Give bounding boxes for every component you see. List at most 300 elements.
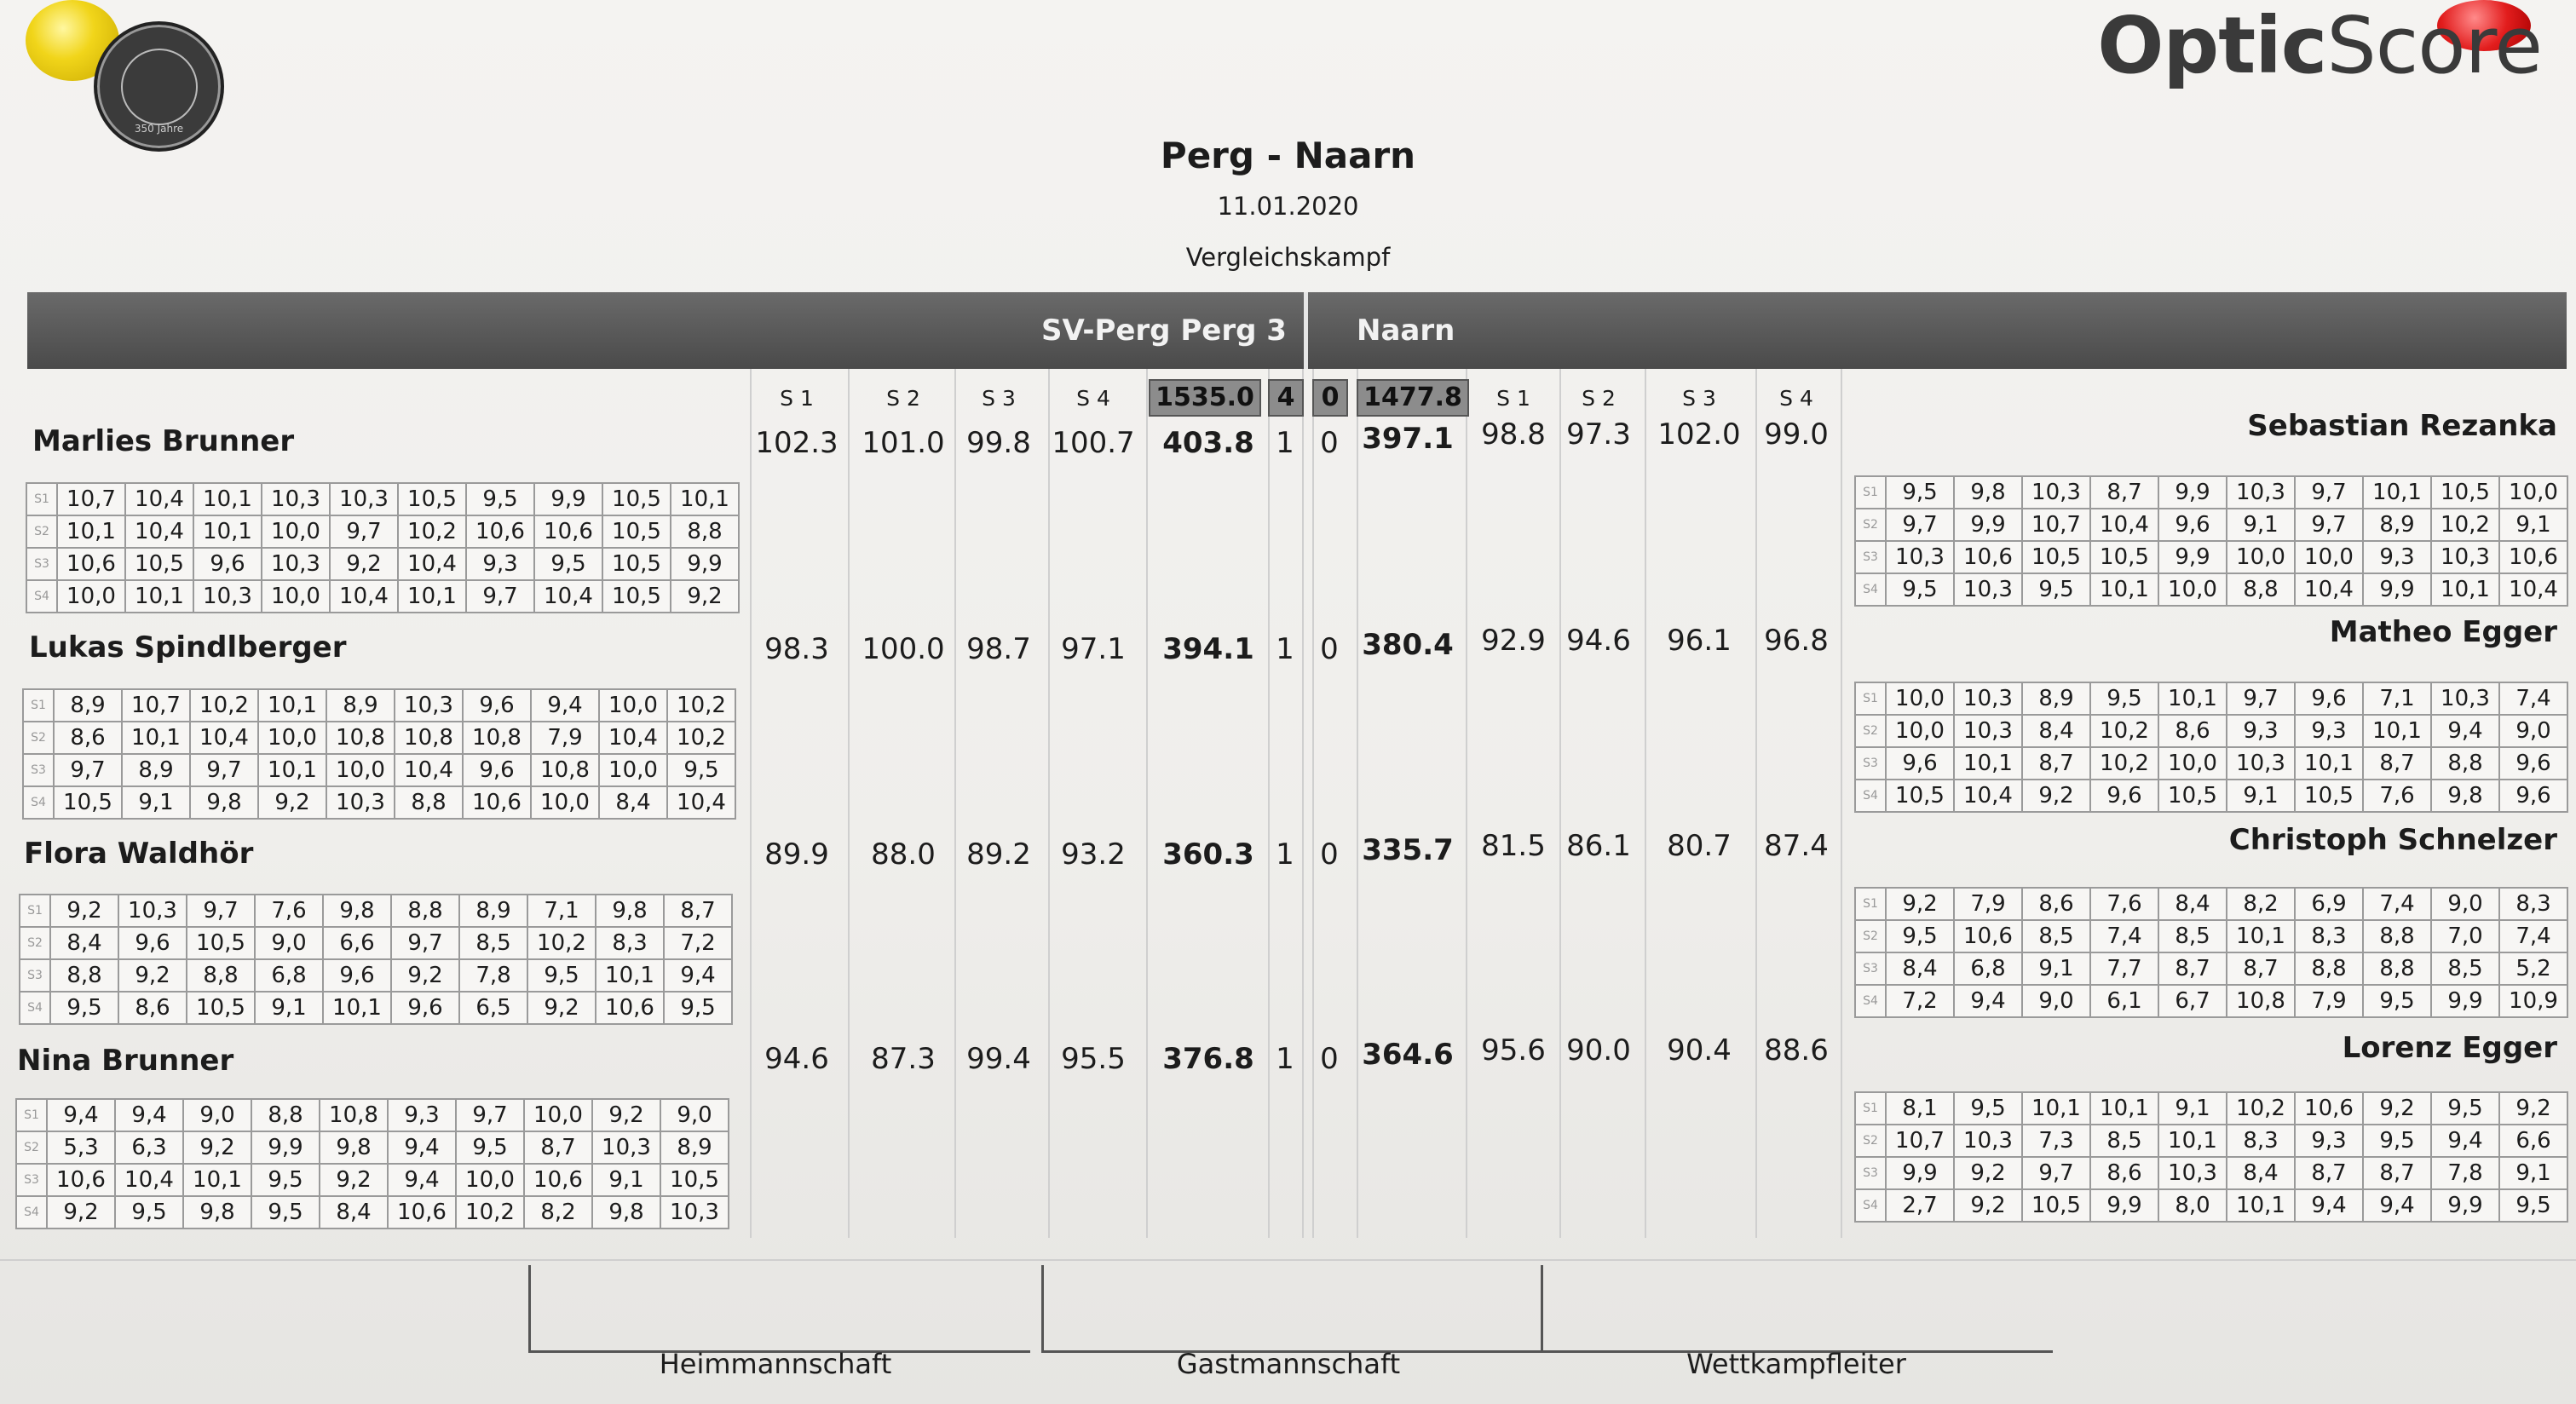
shot-value: 8,3 bbox=[2499, 888, 2567, 920]
shot-value: 9,2 bbox=[2499, 1092, 2567, 1125]
shot-value: 10,0 bbox=[262, 580, 330, 613]
away-series-score: 88.6 bbox=[1764, 1033, 1829, 1067]
away-series-score: 90.0 bbox=[1566, 1033, 1631, 1067]
away-series-score: 92.9 bbox=[1481, 624, 1546, 658]
shot-value: 10,4 bbox=[599, 722, 667, 754]
shot-value: 9,7 bbox=[466, 580, 534, 613]
grid-line bbox=[1268, 369, 1270, 1238]
shot-value: 10,1 bbox=[596, 959, 664, 992]
shot-value: 10,0 bbox=[524, 1099, 592, 1131]
shot-value: 10,7 bbox=[1886, 1125, 1954, 1157]
club-seal-icon: 350 Jahre bbox=[94, 21, 224, 152]
shot-value: 10,0 bbox=[262, 515, 330, 548]
shot-value: 9,8 bbox=[592, 1196, 660, 1228]
home-series-score: 101.0 bbox=[862, 426, 945, 460]
shot-value: 10,6 bbox=[2499, 541, 2567, 573]
shot-row-label: S4 bbox=[1855, 780, 1886, 812]
shot-value: 9,5 bbox=[1886, 920, 1954, 952]
shot-value: 10,3 bbox=[2158, 1157, 2227, 1189]
away-series-score: 94.6 bbox=[1566, 624, 1631, 658]
away-player-name: Matheo Egger bbox=[2329, 615, 2557, 649]
shot-value: 9,2 bbox=[391, 959, 459, 992]
shot-value: 10,4 bbox=[398, 548, 466, 580]
shot-value: 10,5 bbox=[2022, 541, 2090, 573]
shot-value: 7,0 bbox=[2431, 920, 2499, 952]
shot-value: 7,4 bbox=[2499, 920, 2567, 952]
home-team-name: SV-Perg Perg 3 bbox=[1041, 314, 1287, 348]
shot-row bbox=[20, 992, 732, 1024]
shot-value: 9,3 bbox=[2227, 715, 2295, 747]
shot-value: 2,7 bbox=[1886, 1189, 1954, 1222]
shot-value: 9,6 bbox=[2499, 780, 2567, 812]
home-series-header: S 4 bbox=[1076, 386, 1110, 411]
shot-value: 10,1 bbox=[2227, 1189, 2295, 1222]
shot-value: 9,2 bbox=[50, 895, 118, 927]
shot-value: 9,5 bbox=[527, 959, 596, 992]
shot-value: 10,3 bbox=[1954, 573, 2022, 606]
away-series-score: 102.0 bbox=[1657, 417, 1741, 452]
shot-row-label: S1 bbox=[1855, 1092, 1886, 1125]
home-series-score: 99.8 bbox=[966, 426, 1031, 460]
away-series-header: S 3 bbox=[1682, 386, 1716, 411]
shot-value: 9,2 bbox=[2363, 1092, 2431, 1125]
shot-value: 8,9 bbox=[326, 689, 395, 722]
shot-value: 8,6 bbox=[118, 992, 187, 1024]
shot-row-label: S4 bbox=[20, 992, 50, 1024]
shot-value: 9,8 bbox=[1954, 476, 2022, 509]
grid-line bbox=[1755, 369, 1757, 1238]
shot-value: 8,5 bbox=[2431, 952, 2499, 985]
shot-value: 9,9 bbox=[251, 1131, 320, 1164]
shot-value: 9,2 bbox=[258, 786, 326, 819]
shot-row-label: S4 bbox=[1855, 573, 1886, 606]
shot-row bbox=[1855, 1092, 2567, 1125]
shot-value: 9,5 bbox=[1886, 476, 1954, 509]
home-shot-table bbox=[15, 1098, 729, 1229]
away-series-score: 81.5 bbox=[1481, 829, 1546, 863]
home-series-score: 87.3 bbox=[871, 1042, 936, 1076]
away-total-score: 335.7 bbox=[1362, 833, 1454, 867]
away-series-score: 97.3 bbox=[1566, 417, 1631, 452]
shot-value: 8,8 bbox=[2227, 573, 2295, 606]
shot-value: 9,0 bbox=[183, 1099, 251, 1131]
shot-row-label: S2 bbox=[20, 927, 50, 959]
shot-value: 8,7 bbox=[2363, 1157, 2431, 1189]
shot-value: 9,4 bbox=[2431, 1125, 2499, 1157]
shot-row bbox=[26, 483, 739, 515]
home-shot-table bbox=[22, 688, 736, 820]
shot-value: 8,9 bbox=[2022, 682, 2090, 715]
shot-value: 9,4 bbox=[1954, 985, 2022, 1017]
shot-value: 10,7 bbox=[2022, 509, 2090, 541]
shot-value: 9,3 bbox=[388, 1099, 456, 1131]
shot-value: 9,7 bbox=[2295, 509, 2363, 541]
shot-value: 10,1 bbox=[258, 754, 326, 786]
shot-value: 10,1 bbox=[258, 689, 326, 722]
shot-value: 9,5 bbox=[667, 754, 735, 786]
shot-value: 10,5 bbox=[2090, 541, 2158, 573]
signature-box bbox=[1541, 1265, 2053, 1353]
home-series-score: 88.0 bbox=[871, 837, 936, 872]
shot-value: 9,6 bbox=[2158, 509, 2227, 541]
shot-value: 8,7 bbox=[2363, 747, 2431, 780]
shot-value: 7,4 bbox=[2363, 888, 2431, 920]
grid-line bbox=[1357, 369, 1358, 1238]
shot-value: 9,1 bbox=[2227, 780, 2295, 812]
shot-value: 9,5 bbox=[2090, 682, 2158, 715]
shot-row bbox=[23, 722, 735, 754]
shot-value: 10,3 bbox=[262, 548, 330, 580]
shot-value: 9,3 bbox=[466, 548, 534, 580]
shot-value: 9,4 bbox=[388, 1164, 456, 1196]
shot-value: 10,5 bbox=[2022, 1189, 2090, 1222]
home-series-header: S 1 bbox=[780, 386, 814, 411]
shot-value: 10,2 bbox=[667, 722, 735, 754]
shot-value: 9,3 bbox=[2295, 1125, 2363, 1157]
shot-value: 10,2 bbox=[527, 927, 596, 959]
shot-value: 9,2 bbox=[2022, 780, 2090, 812]
shot-value: 8,0 bbox=[2158, 1189, 2227, 1222]
shot-value: 10,3 bbox=[1886, 541, 1954, 573]
home-series-score: 94.6 bbox=[764, 1042, 829, 1076]
shot-value: 8,6 bbox=[2090, 1157, 2158, 1189]
shot-value: 7,8 bbox=[459, 959, 527, 992]
shot-value: 10,4 bbox=[330, 580, 398, 613]
shot-value: 8,7 bbox=[2227, 952, 2295, 985]
shot-value: 9,4 bbox=[388, 1131, 456, 1164]
shot-value: 9,8 bbox=[323, 895, 391, 927]
shot-value: 10,1 bbox=[2090, 573, 2158, 606]
shot-value: 10,1 bbox=[57, 515, 125, 548]
shot-value: 10,1 bbox=[2158, 682, 2227, 715]
opticscore-logo: OpticScore bbox=[2097, 0, 2542, 91]
shot-value: 9,6 bbox=[2499, 747, 2567, 780]
shot-value: 10,3 bbox=[395, 689, 463, 722]
shot-row-label: S4 bbox=[23, 786, 54, 819]
away-match-points: 0 bbox=[1320, 632, 1339, 666]
shot-row-label: S3 bbox=[23, 754, 54, 786]
shot-value: 10,3 bbox=[592, 1131, 660, 1164]
away-series-header: S 1 bbox=[1496, 386, 1530, 411]
shot-value: 10,1 bbox=[2363, 715, 2431, 747]
shot-value: 9,0 bbox=[255, 927, 323, 959]
shot-value: 9,9 bbox=[1954, 509, 2022, 541]
shot-row-label: S3 bbox=[16, 1164, 47, 1196]
shot-value: 9,0 bbox=[2431, 888, 2499, 920]
shot-value: 10,0 bbox=[599, 754, 667, 786]
home-series-score: 97.1 bbox=[1061, 632, 1126, 666]
home-player-name: Marlies Brunner bbox=[32, 424, 295, 458]
shot-value: 8,4 bbox=[599, 786, 667, 819]
shot-value: 10,1 bbox=[671, 483, 739, 515]
away-match-points: 0 bbox=[1320, 837, 1339, 872]
shot-value: 10,2 bbox=[2090, 747, 2158, 780]
shot-value: 9,0 bbox=[660, 1099, 729, 1131]
shot-value: 8,3 bbox=[2295, 920, 2363, 952]
shot-value: 9,8 bbox=[320, 1131, 388, 1164]
shot-value: 8,9 bbox=[660, 1131, 729, 1164]
shot-value: 10,5 bbox=[2295, 780, 2363, 812]
shot-value: 9,7 bbox=[391, 927, 459, 959]
shot-row-label: S1 bbox=[23, 689, 54, 722]
away-shot-table bbox=[1854, 1091, 2568, 1223]
shot-value: 8,8 bbox=[50, 959, 118, 992]
shot-value: 8,3 bbox=[2227, 1125, 2295, 1157]
shot-value: 10,1 bbox=[2227, 920, 2295, 952]
signature-label: Wettkampfleiter bbox=[1686, 1348, 1906, 1380]
shot-value: 10,0 bbox=[2227, 541, 2295, 573]
shot-value: 9,5 bbox=[2431, 1092, 2499, 1125]
shot-value: 8,7 bbox=[2090, 476, 2158, 509]
shot-value: 9,2 bbox=[47, 1196, 115, 1228]
shot-row-label: S1 bbox=[20, 895, 50, 927]
home-total-score: 394.1 bbox=[1162, 632, 1254, 666]
shot-value: 9,6 bbox=[1886, 747, 1954, 780]
home-series-header: S 2 bbox=[886, 386, 920, 411]
shot-value: 9,7 bbox=[187, 895, 255, 927]
shot-value: 9,1 bbox=[2022, 952, 2090, 985]
shot-row-label: S2 bbox=[23, 722, 54, 754]
footer-divider bbox=[0, 1259, 2576, 1261]
shot-row bbox=[1855, 573, 2567, 606]
shot-row bbox=[23, 689, 735, 722]
shot-value: 9,5 bbox=[251, 1164, 320, 1196]
shot-value: 10,3 bbox=[262, 483, 330, 515]
shot-value: 10,1 bbox=[323, 992, 391, 1024]
shot-value: 8,7 bbox=[2022, 747, 2090, 780]
shot-value: 10,8 bbox=[395, 722, 463, 754]
shot-value: 10,3 bbox=[326, 786, 395, 819]
shot-value: 9,2 bbox=[592, 1099, 660, 1131]
shot-row bbox=[20, 959, 732, 992]
home-shot-table bbox=[19, 894, 733, 1025]
shot-value: 9,4 bbox=[2431, 715, 2499, 747]
shot-value: 9,6 bbox=[463, 689, 531, 722]
grid-line bbox=[1312, 369, 1314, 1238]
shot-value: 10,2 bbox=[456, 1196, 524, 1228]
away-series-score: 99.0 bbox=[1764, 417, 1829, 452]
shot-value: 10,1 bbox=[183, 1164, 251, 1196]
shot-row bbox=[1855, 952, 2567, 985]
shot-value: 10,6 bbox=[1954, 920, 2022, 952]
shot-value: 10,4 bbox=[2090, 509, 2158, 541]
shot-value: 9,5 bbox=[466, 483, 534, 515]
grid-line bbox=[1645, 369, 1646, 1238]
shot-value: 7,1 bbox=[527, 895, 596, 927]
shot-value: 10,1 bbox=[122, 722, 190, 754]
shot-value: 6,5 bbox=[459, 992, 527, 1024]
home-player-name: Nina Brunner bbox=[17, 1044, 234, 1078]
away-match-points: 0 bbox=[1320, 1042, 1339, 1076]
shot-value: 6,8 bbox=[1954, 952, 2022, 985]
shot-row bbox=[16, 1164, 729, 1196]
shot-value: 10,3 bbox=[2431, 541, 2499, 573]
shot-value: 9,5 bbox=[2499, 1189, 2567, 1222]
shot-value: 8,8 bbox=[395, 786, 463, 819]
shot-value: 8,5 bbox=[2022, 920, 2090, 952]
shot-value: 10,0 bbox=[57, 580, 125, 613]
shot-value: 8,9 bbox=[2363, 509, 2431, 541]
shot-value: 9,7 bbox=[330, 515, 398, 548]
shot-value: 9,5 bbox=[2022, 573, 2090, 606]
shot-value: 10,3 bbox=[2227, 476, 2295, 509]
shot-value: 7,2 bbox=[664, 927, 732, 959]
shot-value: 10,1 bbox=[2158, 1125, 2227, 1157]
shot-value: 8,5 bbox=[2158, 920, 2227, 952]
shot-value: 8,4 bbox=[2158, 888, 2227, 920]
shot-value: 9,0 bbox=[2022, 985, 2090, 1017]
shot-value: 7,4 bbox=[2499, 682, 2567, 715]
away-shot-table bbox=[1854, 682, 2568, 813]
shot-value: 10,1 bbox=[2295, 747, 2363, 780]
away-series-header: S 4 bbox=[1779, 386, 1813, 411]
shot-value: 5,2 bbox=[2499, 952, 2567, 985]
shot-value: 9,2 bbox=[183, 1131, 251, 1164]
team-header-bar bbox=[27, 292, 2567, 369]
shot-row bbox=[16, 1196, 729, 1228]
shot-value: 9,9 bbox=[2158, 476, 2227, 509]
shot-value: 9,4 bbox=[47, 1099, 115, 1131]
shot-row bbox=[26, 515, 739, 548]
shot-value: 7,6 bbox=[255, 895, 323, 927]
shot-value: 9,2 bbox=[320, 1164, 388, 1196]
shot-value: 7,9 bbox=[2295, 985, 2363, 1017]
shot-value: 10,4 bbox=[2295, 573, 2363, 606]
shot-value: 9,6 bbox=[118, 927, 187, 959]
shot-value: 6,7 bbox=[2158, 985, 2227, 1017]
shot-value: 9,5 bbox=[2363, 1125, 2431, 1157]
shot-value: 8,8 bbox=[2295, 952, 2363, 985]
shot-value: 9,5 bbox=[251, 1196, 320, 1228]
shot-value: 10,4 bbox=[1954, 780, 2022, 812]
shot-value: 10,9 bbox=[2499, 985, 2567, 1017]
shot-value: 10,6 bbox=[57, 548, 125, 580]
shot-value: 7,3 bbox=[2022, 1125, 2090, 1157]
shot-value: 10,7 bbox=[57, 483, 125, 515]
shot-value: 10,7 bbox=[122, 689, 190, 722]
shot-row bbox=[1855, 541, 2567, 573]
shot-value: 8,7 bbox=[524, 1131, 592, 1164]
shot-value: 9,5 bbox=[2363, 985, 2431, 1017]
home-total-box: 1535.0 bbox=[1149, 379, 1261, 417]
shot-value: 9,9 bbox=[534, 483, 602, 515]
shot-value: 9,5 bbox=[534, 548, 602, 580]
shot-value: 9,1 bbox=[122, 786, 190, 819]
shot-row bbox=[1855, 682, 2567, 715]
shot-row-label: S2 bbox=[26, 515, 57, 548]
shot-value: 9,5 bbox=[664, 992, 732, 1024]
home-match-points: 1 bbox=[1276, 632, 1294, 666]
shot-value: 9,7 bbox=[54, 754, 122, 786]
home-series-score: 100.0 bbox=[862, 632, 945, 666]
away-shot-table bbox=[1854, 887, 2568, 1018]
shot-row-label: S1 bbox=[1855, 476, 1886, 509]
shot-value: 8,2 bbox=[524, 1196, 592, 1228]
home-series-score: 93.2 bbox=[1061, 837, 1126, 872]
shot-value: 8,7 bbox=[2158, 952, 2227, 985]
shot-value: 9,9 bbox=[2363, 573, 2431, 606]
shot-value: 8,8 bbox=[251, 1099, 320, 1131]
away-series-score: 96.1 bbox=[1667, 624, 1732, 658]
shot-value: 10,2 bbox=[190, 689, 258, 722]
team-separator bbox=[1304, 292, 1308, 369]
grid-line bbox=[848, 369, 850, 1238]
shot-value: 10,2 bbox=[2090, 715, 2158, 747]
shot-value: 9,1 bbox=[2499, 1157, 2567, 1189]
shot-value: 9,7 bbox=[1886, 509, 1954, 541]
shot-value: 9,9 bbox=[2158, 541, 2227, 573]
shot-value: 9,7 bbox=[2227, 682, 2295, 715]
shot-value: 10,4 bbox=[125, 483, 193, 515]
home-match-points: 1 bbox=[1276, 837, 1294, 872]
match-date: 11.01.2020 bbox=[1217, 192, 1359, 221]
shot-value: 9,9 bbox=[2431, 985, 2499, 1017]
shot-value: 9,4 bbox=[664, 959, 732, 992]
shot-value: 9,7 bbox=[2022, 1157, 2090, 1189]
home-total-score: 403.8 bbox=[1162, 426, 1254, 460]
shot-value: 9,3 bbox=[2363, 541, 2431, 573]
away-player-name: Sebastian Rezanka bbox=[2247, 409, 2557, 443]
home-player-name: Flora Waldhör bbox=[24, 837, 254, 871]
away-total-score: 364.6 bbox=[1362, 1038, 1454, 1072]
shot-value: 9,4 bbox=[2295, 1189, 2363, 1222]
grid-line bbox=[1302, 369, 1304, 1238]
shot-value: 7,1 bbox=[2363, 682, 2431, 715]
shot-value: 6,3 bbox=[115, 1131, 183, 1164]
shot-value: 8,7 bbox=[2295, 1157, 2363, 1189]
shot-value: 10,6 bbox=[1954, 541, 2022, 573]
shot-value: 9,6 bbox=[193, 548, 262, 580]
shot-value: 7,6 bbox=[2363, 780, 2431, 812]
shot-row-label: S3 bbox=[20, 959, 50, 992]
shot-value: 10,4 bbox=[125, 515, 193, 548]
shot-value: 9,6 bbox=[463, 754, 531, 786]
shot-value: 9,4 bbox=[2363, 1189, 2431, 1222]
shot-value: 7,9 bbox=[531, 722, 599, 754]
shot-row bbox=[20, 895, 732, 927]
shot-value: 10,8 bbox=[531, 754, 599, 786]
shot-value: 10,1 bbox=[1954, 747, 2022, 780]
away-series-score: 95.6 bbox=[1481, 1033, 1546, 1067]
shot-value: 8,7 bbox=[664, 895, 732, 927]
away-total-score: 397.1 bbox=[1362, 422, 1454, 456]
shot-value: 10,5 bbox=[2158, 780, 2227, 812]
shot-value: 10,8 bbox=[326, 722, 395, 754]
away-shot-table bbox=[1854, 475, 2568, 607]
shot-value: 10,8 bbox=[2227, 985, 2295, 1017]
shot-value: 8,6 bbox=[54, 722, 122, 754]
shot-value: 8,5 bbox=[2090, 1125, 2158, 1157]
shot-value: 10,4 bbox=[395, 754, 463, 786]
shot-value: 6,6 bbox=[2499, 1125, 2567, 1157]
shot-value: 10,5 bbox=[187, 992, 255, 1024]
shot-value: 10,5 bbox=[602, 483, 671, 515]
shot-value: 9,6 bbox=[2295, 682, 2363, 715]
shot-row-label: S3 bbox=[1855, 747, 1886, 780]
shot-value: 9,8 bbox=[183, 1196, 251, 1228]
match-type: Vergleichskampf bbox=[1185, 243, 1391, 272]
shot-value: 10,0 bbox=[1886, 715, 1954, 747]
away-player-name: Christoph Schnelzer bbox=[2228, 823, 2557, 857]
home-player-name: Lukas Spindlberger bbox=[29, 630, 347, 665]
shot-value: 9,7 bbox=[456, 1099, 524, 1131]
shot-value: 8,9 bbox=[54, 689, 122, 722]
shot-value: 8,8 bbox=[2363, 920, 2431, 952]
shot-value: 10,2 bbox=[2227, 1092, 2295, 1125]
grid-line bbox=[954, 369, 956, 1238]
shot-row bbox=[1855, 509, 2567, 541]
away-total-score: 380.4 bbox=[1362, 628, 1454, 662]
